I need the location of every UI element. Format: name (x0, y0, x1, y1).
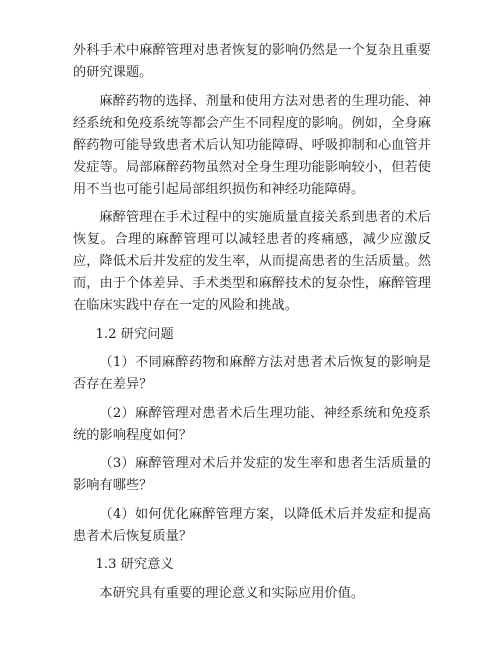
research-question-item: （4）如何优化麻醉管理方案，以降低术后并发症和提高患者术后恢复质量？ (73, 506, 431, 544)
paragraph-anesthesia-drugs: 麻醉药物的选择、剂量和使用方法对患者的生理功能、神经系统和免疫系统等都会产生不同程度的影响。例如，全身麻醉药物可能导致患者术后认知功能障碍、呼吸抑制和心血管并发症等。局部麻醉药物虽然对全身生理功能影响较小，但若使用不当也可能引起局部组织损伤和神经功能障碍。 (73, 93, 431, 197)
research-question-item: （1）不同麻醉药物和麻醉方法对患者术后恢复的影响是否存在差异？ (73, 355, 431, 392)
research-question-item: （2）麻醉管理对患者术后生理功能、神经系统和免疫系统的影响程度如何？ (73, 405, 431, 443)
paragraph-research-significance: 本研究具有重要的理论意义和实际应用价值。 (99, 585, 365, 601)
section-heading-research-significance: 1.3 研究意义 (95, 557, 174, 572)
paragraph-anesthesia-management: 麻醉管理在手术过程中的实施质量直接关系到患者的术后恢复。合理的麻醉管理可以减轻患者的疼痛感，减少应激反应，降低术后并发症的发生率，从而提高患者的生活质量。然而，由于个体差异、手术类型和麻醉技术的复杂性，麻醉管理在临床实践中存在一定的风险和挑战。 (73, 210, 431, 313)
document-body (73, 40, 431, 611)
research-question-item: （3）麻醉管理对术后并发症的发生率和患者生活质量的影响有哪些？ (73, 456, 431, 493)
section-heading-research-questions: 1.2 研究问题 (95, 326, 174, 342)
paragraph-intro-end: 外科手术中麻醉管理对患者恢复的影响仍然是一个复杂且重要的研究课题。 (73, 43, 431, 80)
